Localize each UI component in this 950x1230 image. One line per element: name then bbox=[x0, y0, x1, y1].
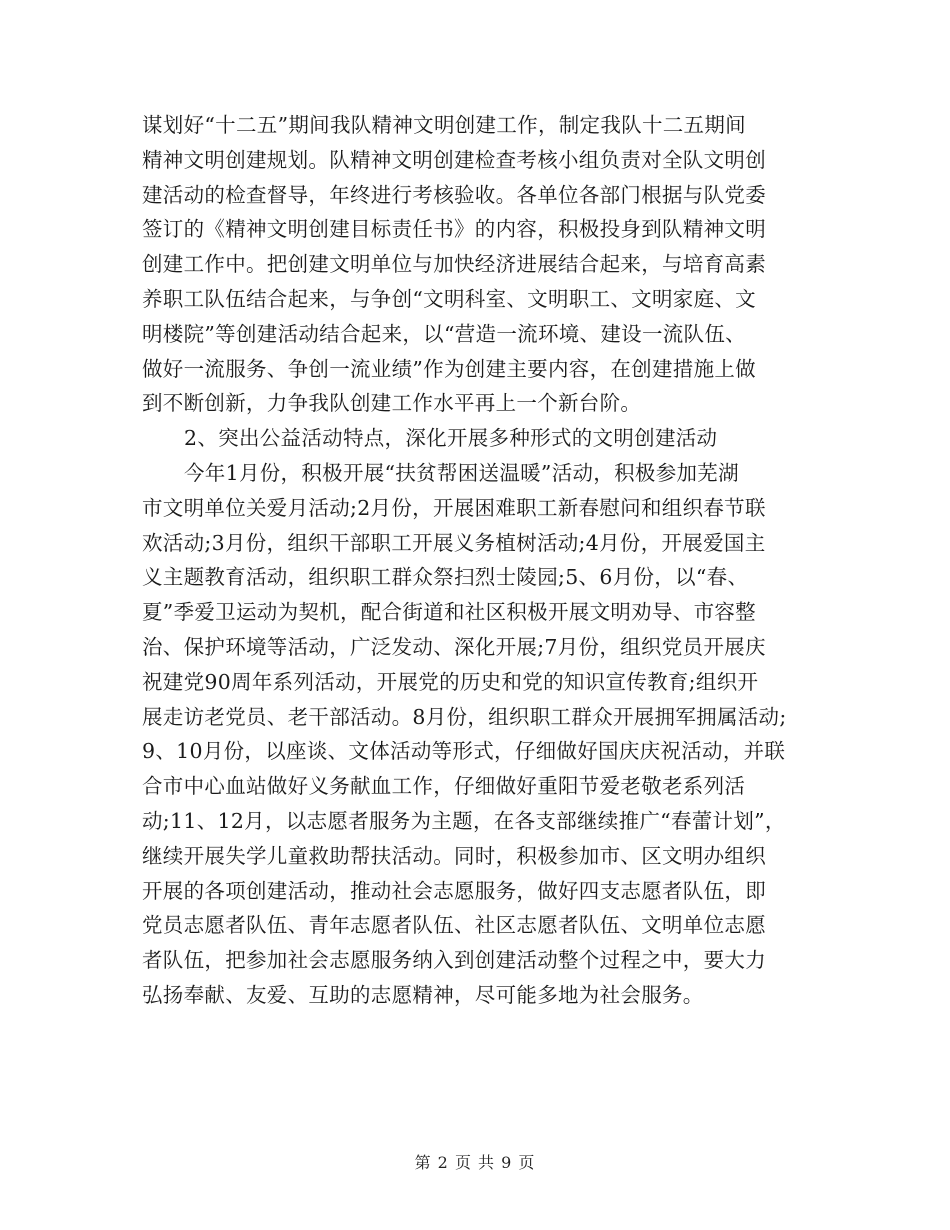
text-line: 展走访老党员、老干部活动。8月份，组织职工群众开展拥军拥属活动; bbox=[142, 704, 787, 729]
text-line: 治、保护环境等活动，广泛发动、深化开展;7月份，组织党员开展庆 bbox=[142, 634, 766, 659]
text-line: 做好一流服务、争创一流业绩”作为创建主要内容，在创建措施上做 bbox=[142, 356, 756, 381]
text-line: 祝建党90周年系列活动，开展党的历史和党的知识宣传教育;组织开 bbox=[142, 669, 759, 694]
document-body bbox=[142, 108, 832, 1013]
text-line: 继续开展失学儿童救助帮扶活动。同时，积极参加市、区文明办组织 bbox=[142, 843, 766, 868]
text-line: 签订的《精神文明创建目标责任书》的内容，积极投身到队精神文明 bbox=[142, 217, 766, 242]
text-line: 谋划好“十二五”期间我队精神文明创建工作，制定我队十二五期间 bbox=[142, 113, 746, 137]
text-line: 明楼院”等创建活动结合起来，以“营造一流环境、建设一流队伍、 bbox=[142, 321, 746, 346]
text-line: 合市中心血站做好义务献血工作，仔细做好重阳节爱老敬老系列活 bbox=[142, 774, 746, 799]
text-line: 到不断创新，力争我队创建工作水平再上一个新台阶。 bbox=[142, 391, 642, 416]
text-line: 今年1月份，积极开展“扶贫帮困送温暖”活动，积极参加芜湖 bbox=[184, 460, 739, 485]
text-line: 养职工队伍结合起来，与争创“文明科室、文明职工、文明家庭、文 bbox=[142, 286, 756, 311]
text-line: 建活动的检查督导，年终进行考核验收。各单位各部门根据与队党委 bbox=[142, 182, 766, 207]
text-line: 弘扬奉献、友爱、互助的志愿精神，尽可能多地为社会服务。 bbox=[142, 982, 704, 1007]
text-line: 者队伍，把参加社会志愿服务纳入到创建活动整个过程之中，要大力 bbox=[142, 948, 766, 973]
page-number-footer: 第 2 页 共 9 页 bbox=[414, 1153, 536, 1172]
text-line: 开展的各项创建活动，推动社会志愿服务，做好四支志愿者队伍，即 bbox=[142, 878, 766, 903]
text-line: 党员志愿者队伍、青年志愿者队伍、社区志愿者队伍、文明单位志愿 bbox=[142, 913, 766, 938]
text-line: 夏”季爱卫运动为契机，配合街道和社区积极开展文明劝导、市容整 bbox=[142, 600, 756, 625]
text-line: 创建工作中。把创建文明单位与加快经济进展结合起来，与培育高素 bbox=[142, 252, 766, 277]
text-line: 欢活动;3月份，组织干部职工开展义务植树活动;4月份，开展爱国主 bbox=[142, 530, 766, 555]
text-line: 9、10月份，以座谈、文体活动等形式，仔细做好国庆庆祝活动，并联 bbox=[142, 739, 786, 764]
text-line: 动;11、12月，以志愿者服务为主题，在各支部继续推广“春蕾计划”， bbox=[142, 808, 786, 833]
text-line: 市文明单位关爱月活动;2月份，开展困难职工新春慰问和组织春节联 bbox=[142, 495, 766, 520]
section-heading: 2、突出公益活动特点，深化开展多种形式的文明创建活动 bbox=[184, 426, 718, 451]
text-line: 精神文明创建规划。队精神文明创建检查考核小组负责对全队文明创 bbox=[142, 147, 766, 172]
text-line: 义主题教育活动，组织职工群众祭扫烈士陵园;5、6月份，以“春、 bbox=[142, 565, 749, 590]
